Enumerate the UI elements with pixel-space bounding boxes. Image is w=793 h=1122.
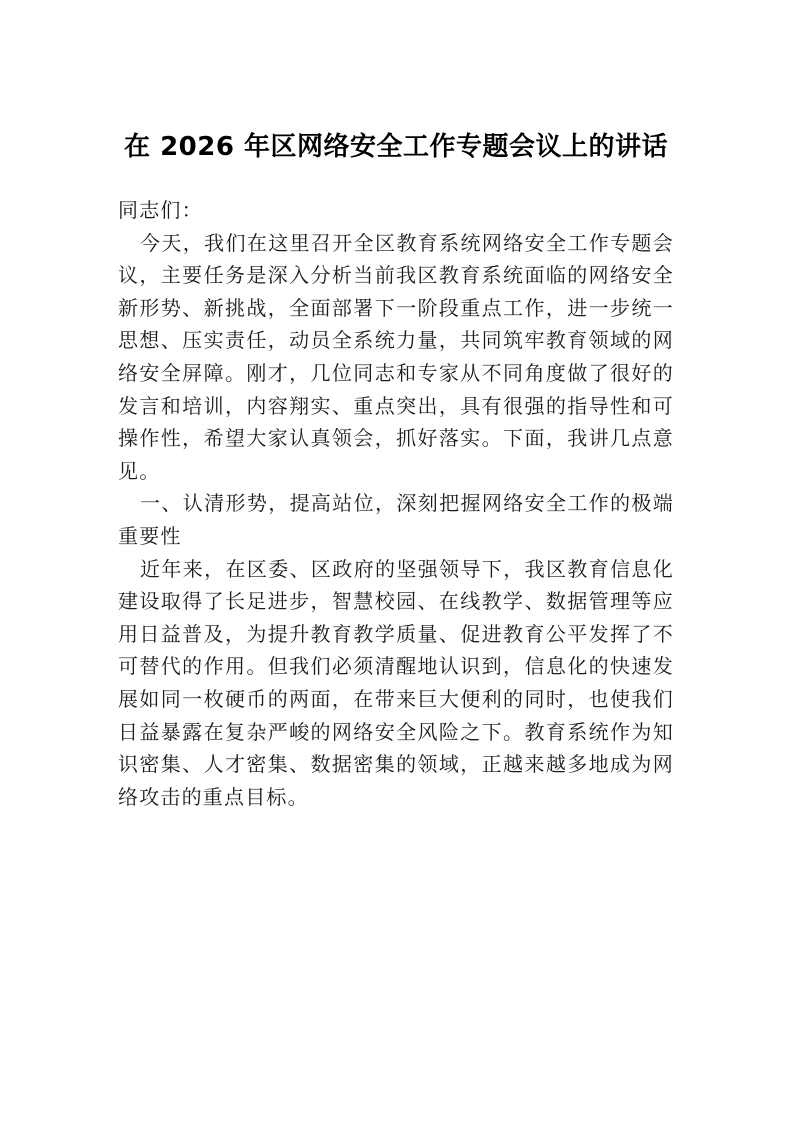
- document-page: [118, 122, 674, 813]
- salutation: 同志们：: [118, 198, 203, 222]
- document-body: [118, 194, 674, 813]
- section-heading-1: 一、认清形势，提高站位，深刻把握网络安全工作的极端重要性: [118, 491, 674, 548]
- document-title: 在 2026 年区网络安全工作专题会议上的讲话: [124, 132, 668, 162]
- paragraph-section-1: 近年来，在区委、区政府的坚强领导下，我区教育信息化建设取得了长足进步，智慧校园、在线教学、数据管理等应用日益普及，为提升教育教学质量、促进教育公平发挥了不可替代的作用。但我们必须清醒地认识到，信息化的快速发展如同一枚硬币的两面，在带来巨大便利的同时，也使我们日益暴露在复杂严峻的网络安全风险之下。教育系统作为知识密集、人才密集、数据密集的领域，正越来越多地成为网络攻击的重点目标。: [118, 556, 674, 809]
- paragraph-opening: 今天，我们在这里召开全区教育系统网络安全工作专题会议，主要任务是深入分析当前我区教育系统面临的网络安全新形势、新挑战，全面部署下一阶段重点工作，进一步统一思想、压实责任，动员全系统力量，共同筑牢教育领域的网络安全屏障。刚才，几位同志和专家从不同角度做了很好的发言和培训，内容翔实、重点突出，具有很强的指导性和可操作性，希望大家认真领会，抓好落实。下面，我讲几点意见。: [118, 230, 674, 483]
